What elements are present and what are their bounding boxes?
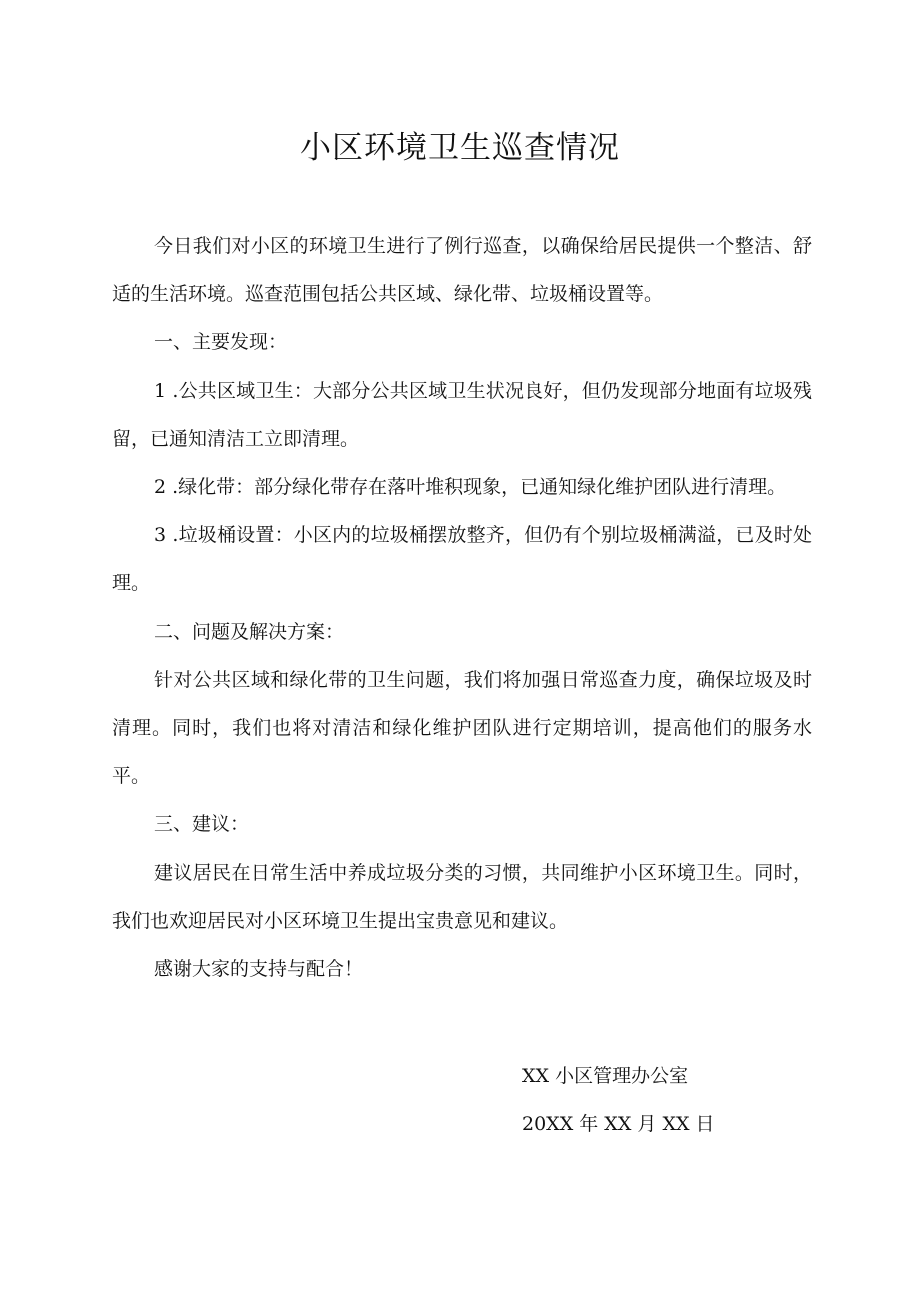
signature-organization: XX 小区管理办公室 [522, 1065, 689, 1087]
solutions-paragraph: 针对公共区域和绿化带的卫生问题，我们将加强日常巡查力度，确保垃圾及时清理。同时，我们也将对清洁和绿化维护团队进行定期培训，提高他们的服务水平。 [112, 668, 812, 788]
finding-trash-bins: 3 .垃圾桶设置：小区内的垃圾桶摆放整齐，但仍有个别垃圾桶满溢，已及时处理。 [112, 524, 812, 595]
document-body [112, 222, 812, 993]
section-heading-findings: 一、主要发现： [154, 331, 288, 354]
signature-date: 20XX 年 XX 月 XX 日 [522, 1113, 715, 1136]
section-heading-suggestions: 三、建议： [154, 813, 250, 836]
finding-green-belt: 2 .绿化带：部分绿化带存在落叶堆积现象，已通知绿化维护团队进行清理。 [154, 476, 787, 499]
document-title: 小区环境卫生巡查情况 [300, 130, 620, 166]
signature-block [522, 1052, 822, 1149]
thanks-paragraph: 感谢大家的支持与配合！ [154, 958, 364, 981]
suggestions-paragraph: 建议居民在日常生活中养成垃圾分类的习惯，共同维护小区环境卫生。同时，我们也欢迎居民对小区环境卫生提出宝贵意见和建议。 [112, 861, 812, 932]
finding-public-area: 1 .公共区域卫生：大部分公共区域卫生状况良好，但仍发现部分地面有垃圾残留，已通知清洁工立即清理。 [112, 379, 812, 450]
intro-paragraph: 今日我们对小区的环境卫生进行了例行巡查，以确保给居民提供一个整洁、舒适的生活环境。巡查范围包括公共区域、绿化带、垃圾桶设置等。 [112, 235, 812, 306]
section-heading-solutions: 二、问题及解决方案： [154, 620, 345, 643]
